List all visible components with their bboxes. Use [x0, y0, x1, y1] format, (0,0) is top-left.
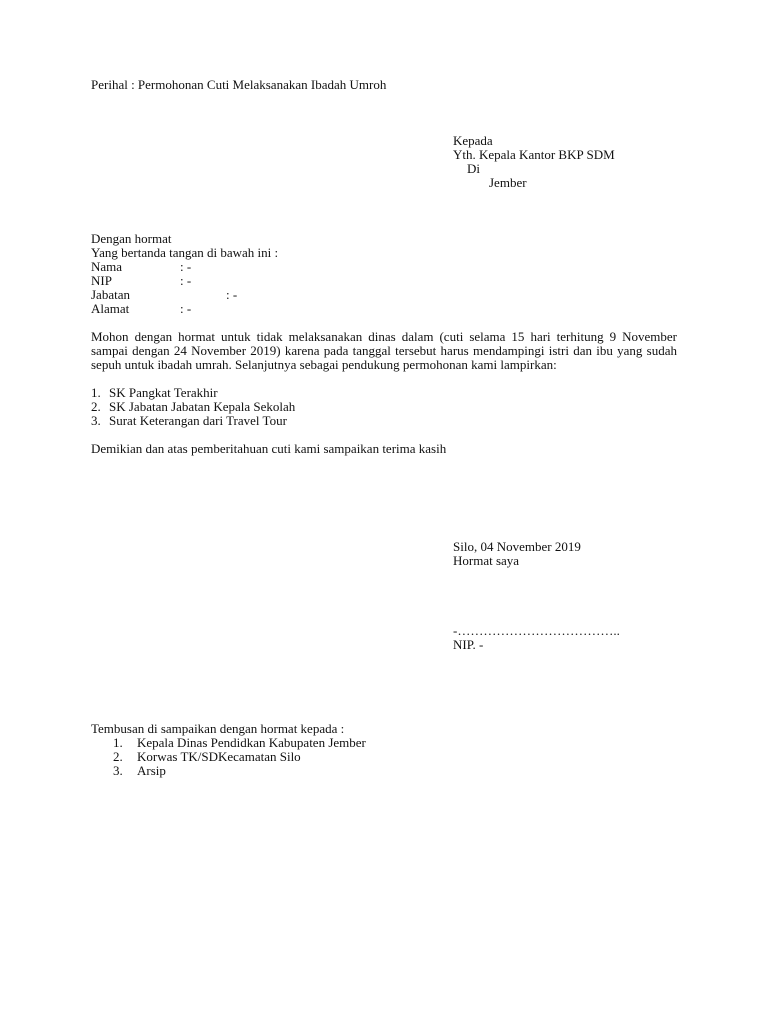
closing-line: Demikian dan atas pemberitahuan cuti kami sampaikan terima kasih — [91, 441, 447, 456]
greeting-line-2: Yang bertanda tangan di bawah ini : — [91, 245, 279, 260]
cc-text: Kepala Dinas Pendidkan Kabupaten Jember — [137, 735, 366, 750]
field-alamat-value: : - — [180, 301, 192, 316]
attachment-item-1 — [91, 386, 218, 400]
cc-item-3 — [113, 764, 166, 778]
field-alamat-label: Alamat — [91, 301, 130, 316]
cc-text: Korwas TK/SDKecamatan Silo — [137, 749, 301, 764]
field-nama-label: Nama — [91, 259, 123, 274]
subject-line: Perihal : Permohonan Cuti Melaksanakan Ibadah Umroh — [91, 77, 387, 92]
field-nama-value: : - — [180, 259, 192, 274]
signature-name-line: -……………………………….. — [453, 623, 620, 638]
recipient-line-1: Kepada — [453, 133, 493, 148]
greeting-line-1: Dengan hormat — [91, 231, 172, 246]
cc-text: Arsip — [137, 763, 166, 778]
recipient-line-3: Di — [467, 161, 480, 176]
attachment-num: 1. — [91, 385, 101, 400]
recipient-line-4: Jember — [489, 175, 527, 190]
cc-item-2 — [113, 750, 301, 764]
cc-intro: Tembusan di sampaikan dengan hormat kepada : — [91, 721, 345, 736]
regards: Hormat saya — [453, 553, 520, 568]
signature-nip: NIP. - — [453, 637, 484, 652]
field-nip-label: NIP — [91, 273, 112, 288]
field-jabatan-label: Jabatan — [91, 287, 130, 302]
attachment-text: SK Jabatan Jabatan Kepala Sekolah — [109, 399, 296, 414]
recipient-line-2: Yth. Kepala Kantor BKP SDM — [453, 147, 615, 162]
attachment-num: 3. — [91, 413, 101, 428]
attachment-item-3 — [91, 414, 287, 428]
field-nip-value: : - — [180, 273, 192, 288]
attachment-item-2 — [91, 400, 295, 414]
attachment-text: Surat Keterangan dari Travel Tour — [109, 413, 287, 428]
body-paragraph: Mohon dengan hormat untuk tidak melaksanakan dinas dalam (cuti selama 15 hari terhitung 9 November sampai dengan 24 November 2019) karena pada tanggal tersebut harus mendampingi istri dan ibu yang sudah sepuh untuk ibadah umrah. Selanjutnya sebagai pendukung permohonan kami lampirkan: — [91, 329, 677, 372]
attachment-num: 2. — [91, 399, 101, 414]
field-jabatan-value: : - — [226, 287, 238, 302]
cc-num: 3. — [113, 763, 123, 778]
cc-num: 1. — [113, 735, 123, 750]
attachment-text: SK Pangkat Terakhir — [109, 385, 218, 400]
cc-num: 2. — [113, 749, 123, 764]
cc-item-1 — [113, 736, 366, 750]
place-date: Silo, 04 November 2019 — [453, 539, 581, 554]
